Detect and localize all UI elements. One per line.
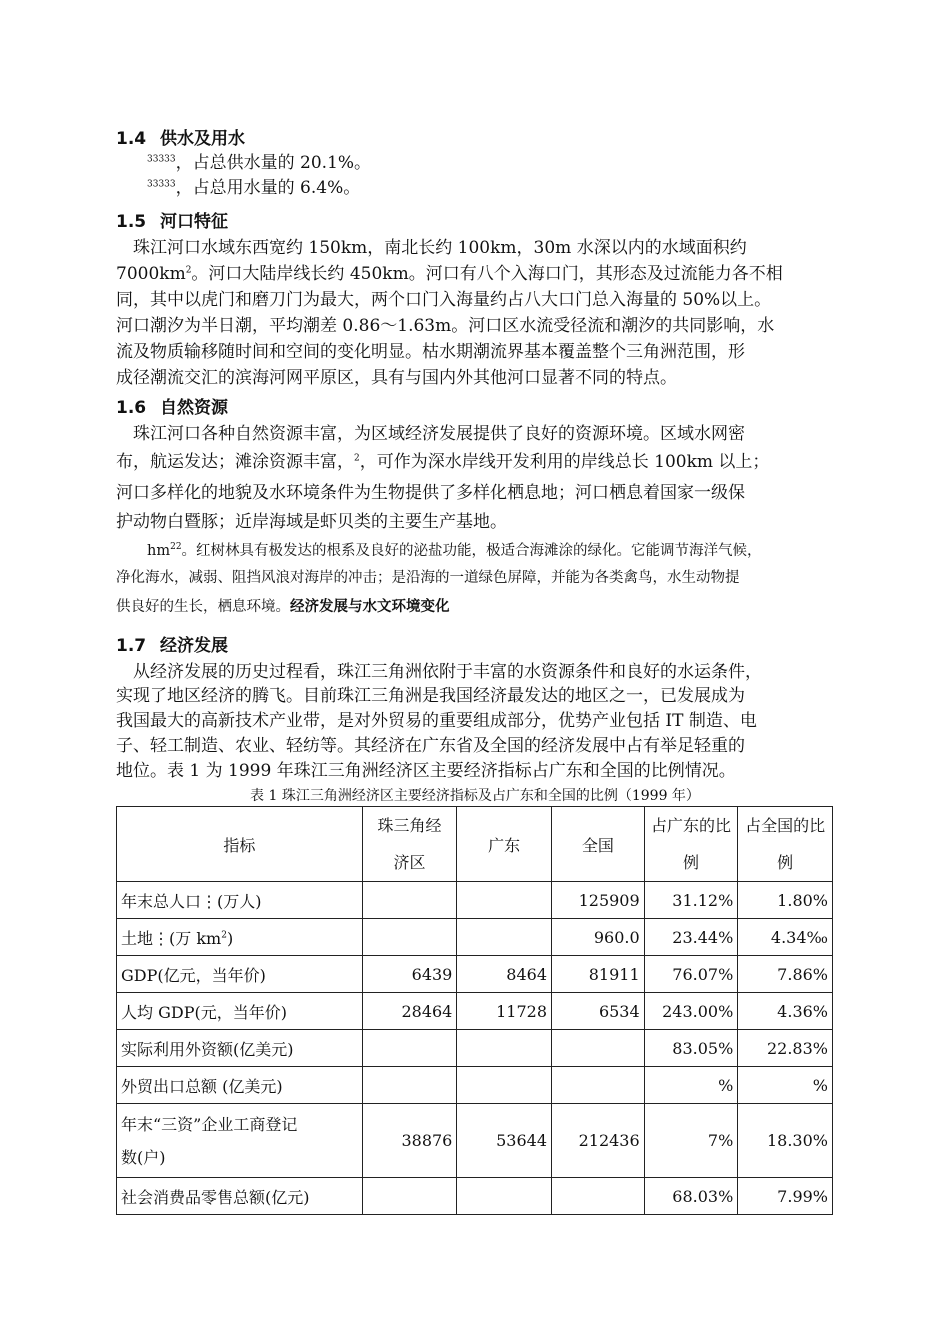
cell-pct-national: % <box>738 1067 833 1104</box>
cell-guangdong: 8464 <box>457 956 552 993</box>
paragraph-line: 子、轻工制造、农业、轻纺等。其经济在广东省及全国的经济发展中占有举足轻重的 <box>116 736 745 756</box>
header-guangdong: 广东 <box>457 807 552 882</box>
economic-indicators-table <box>116 806 833 1215</box>
cell-pct-national: 4.36% <box>738 993 833 1030</box>
cell-guangdong <box>457 1030 552 1067</box>
header-pct-national: 占全国的比 例 <box>738 807 833 882</box>
cell-prd: 6439 <box>362 956 457 993</box>
cell-pct-guangdong: 243.00% <box>644 993 738 1030</box>
paragraph-line: 珠江河口水域东西宽约 150km，南北长约 100km，30m 水深以内的水域面积约 <box>116 238 747 258</box>
cell-prd <box>362 1067 457 1104</box>
table-row <box>117 1178 833 1215</box>
row-label: 外贸出口总额 (亿美元) <box>117 1067 363 1104</box>
cell-prd <box>362 1030 457 1067</box>
cell-national: 6534 <box>552 993 645 1030</box>
cell-pct-national: 1.80% <box>738 882 833 919</box>
section-heading-1-7: 1.7 经济发展 <box>116 636 228 656</box>
row-label: 社会消费品零售总额(亿元) <box>117 1178 363 1215</box>
cell-national <box>552 1067 645 1104</box>
table-row <box>117 956 833 993</box>
paragraph-line: 河口多样化的地貌及水环境条件为生物提供了多样化栖息地；河口栖息着国家一级保 <box>116 483 745 503</box>
paragraph-line: 布，航运发达；滩涂资源丰富，$^2$，可作为深水岸线开发利用的岸线总长 100km 以上； <box>116 452 770 472</box>
header-prd: 珠三角经 济区 <box>362 807 457 882</box>
cell-pct-guangdong: 76.07% <box>644 956 738 993</box>
row-label: GDP(亿元，当年价) <box>117 956 363 993</box>
header-indicator: 指标 <box>117 807 363 882</box>
paragraph-line: $7000km^2$。河口大陆岸线长约 450km。河口有八个入海口门，其形态及过流能力各不相 <box>116 264 783 284</box>
cell-pct-guangdong: % <box>644 1067 738 1104</box>
cell-pct-national: 4.34‰ <box>738 919 833 956</box>
paragraph-line: 河口潮汐为半日潮，平均潮差 0.86～1.63m。河口区水流受径流和潮汐的共同影响，水 <box>116 316 775 336</box>
cell-pct-guangdong: 7% <box>644 1104 738 1178</box>
cell-pct-national: 7.99% <box>738 1178 833 1215</box>
paragraph-line: 珠江河口各种自然资源丰富，为区域经济发展提供了良好的资源环境。区域水网密 <box>116 424 745 444</box>
cell-pct-guangdong: 83.05% <box>644 1030 738 1067</box>
header-pct-guangdong: 占广东的比 例 <box>644 807 738 882</box>
table-row <box>117 882 833 919</box>
paragraph-line-small: $hm^{22}$。红树林具有极发达的根系及良好的泌盐功能，极适合海滩涂的绿化。它能调节海洋气候， <box>147 542 762 559</box>
paragraph-line: 从经济发展的历史过程看，珠江三角洲依附于丰富的水资源条件和良好的水运条件， <box>116 662 762 682</box>
cell-guangdong <box>457 1178 552 1215</box>
cell-pct-guangdong: 23.44% <box>644 919 738 956</box>
row-label: 土地⋮(万 $km^2$) <box>117 919 363 956</box>
cell-prd <box>362 1178 457 1215</box>
paragraph-line: 实现了地区经济的腾飞。目前珠江三角洲是我国经济最发达的地区之一，已发展成为 <box>116 686 745 706</box>
paragraph-line: 同，其中以虎门和磨刀门为最大，两个口门入海量约占八大口门总入海量的 50%以上。 <box>116 290 772 310</box>
table-caption: 表 1 珠江三角洲经济区主要经济指标及占广东和全国的比例（1999 年） <box>250 788 700 804</box>
paragraph-line: 成径潮流交汇的滨海河网平原区，具有与国内外其他河口显著不同的特点。 <box>116 368 677 388</box>
header-national: 全国 <box>552 807 645 882</box>
paragraph-line: 护动物白暨豚；近岸海域是虾贝类的主要生产基地。 <box>116 512 507 532</box>
cell-pct-national: 22.83% <box>738 1030 833 1067</box>
table-row <box>117 919 833 956</box>
row-label: 人均 GDP(元，当年价) <box>117 993 363 1030</box>
table-row <box>117 1067 833 1104</box>
paragraph-line-small: 供良好的生长，栖息环境。经济发展与水文环境变化 <box>116 599 450 615</box>
row-label: 年末“三资”企业工商登记 数(户) <box>117 1104 363 1178</box>
cell-guangdong <box>457 882 552 919</box>
table-row <box>117 1104 833 1178</box>
cell-pct-guangdong: 31.12% <box>644 882 738 919</box>
cell-guangdong: 53644 <box>457 1104 552 1178</box>
cell-national: 212436 <box>552 1104 645 1178</box>
cell-national: 960.0 <box>552 919 645 956</box>
cell-pct-national: 18.30% <box>738 1104 833 1178</box>
cell-guangdong <box>457 1067 552 1104</box>
cell-guangdong: 11728 <box>457 993 552 1030</box>
cell-pct-guangdong: 68.03% <box>644 1178 738 1215</box>
subheading-inline: 经济发展与水文环境变化 <box>290 599 450 615</box>
table-row <box>117 993 833 1030</box>
cell-national <box>552 1030 645 1067</box>
cell-national <box>552 1178 645 1215</box>
section-heading-1-4: 1.4 供水及用水 <box>116 129 245 149</box>
paragraph-line-small: 净化海水，减弱、阻挡风浪对海岸的冲击；是沿海的一道绿色屏障，并能为各类禽鸟，水生动物提 <box>116 570 740 586</box>
cell-prd: 38876 <box>362 1104 457 1178</box>
paragraph-line: 地位。表 1 为 1999 年珠江三角洲经济区主要经济指标占广东和全国的比例情况。 <box>116 761 736 781</box>
cell-prd <box>362 919 457 956</box>
section-heading-1-5: 1.5 河口特征 <box>116 212 228 232</box>
table-row <box>117 1030 833 1067</box>
section-heading-1-6: 1.6 自然资源 <box>116 398 228 418</box>
paragraph-line: $^{33333}$，占总用水量的 6.4%。 <box>147 178 361 198</box>
paragraph-line: $^{33333}$，占总供水量的 20.1%。 <box>147 153 372 173</box>
cell-pct-national: 7.86% <box>738 956 833 993</box>
cell-prd: 28464 <box>362 993 457 1030</box>
paragraph-line: 我国最大的高新技术产业带，是对外贸易的重要组成部分，优势产业包括 IT 制造、电 <box>116 711 757 731</box>
row-label: 实际利用外资额(亿美元) <box>117 1030 363 1067</box>
cell-national: 81911 <box>552 956 645 993</box>
row-label: 年末总人口⋮(万人) <box>117 882 363 919</box>
cell-guangdong <box>457 919 552 956</box>
table-header-row <box>117 807 833 882</box>
cell-national: 125909 <box>552 882 645 919</box>
paragraph-line: 流及物质输移随时间和空间的变化明显。枯水期潮流界基本覆盖整个三角洲范围，形 <box>116 342 745 362</box>
cell-prd <box>362 882 457 919</box>
